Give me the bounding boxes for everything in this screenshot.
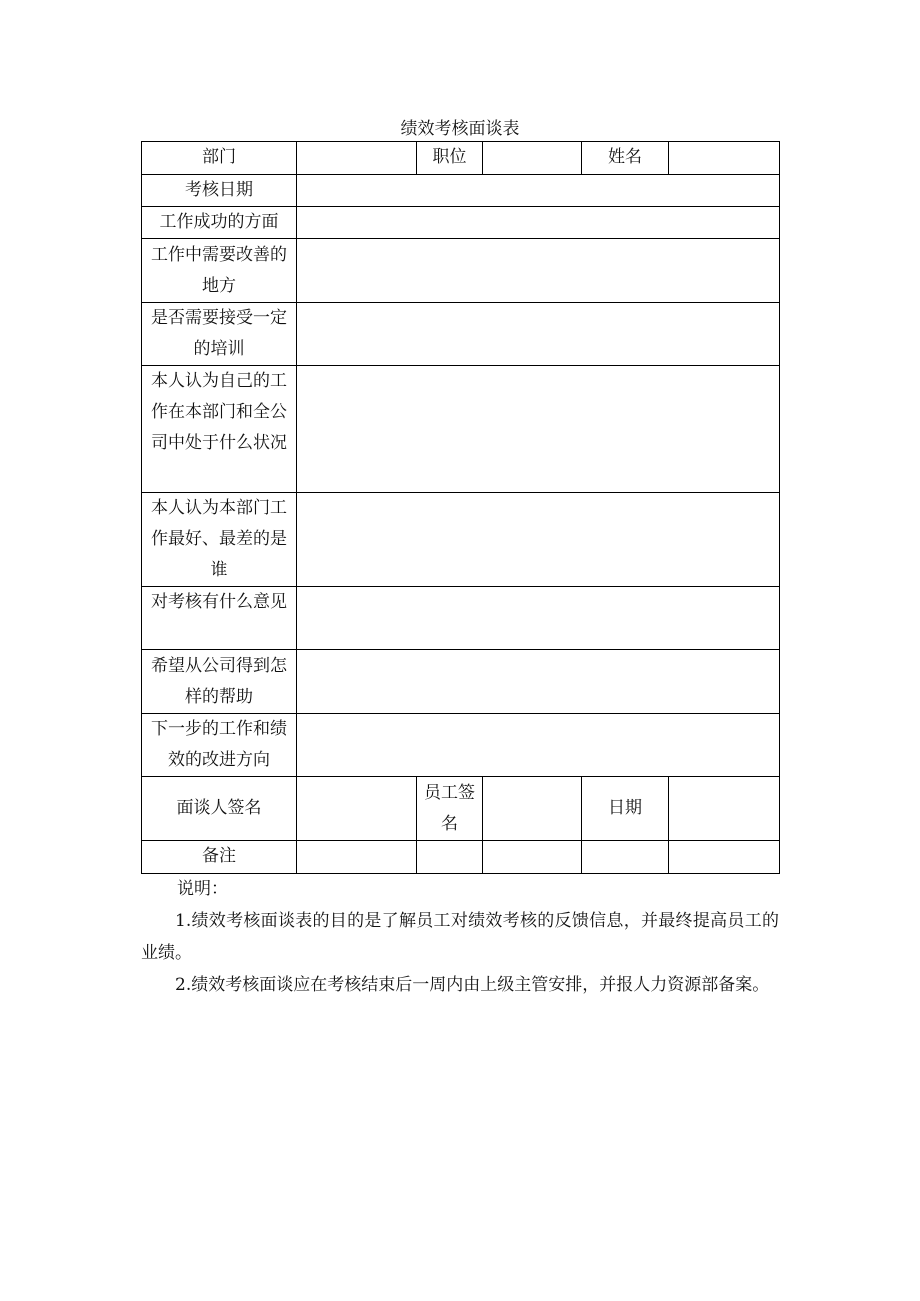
form-row-improvements (142, 239, 780, 303)
date-label: 日期 (582, 777, 669, 841)
remarks-field-5[interactable] (669, 841, 780, 874)
review-date-label: 考核日期 (142, 175, 297, 207)
position-field[interactable] (483, 142, 582, 175)
form-row-next-steps (142, 714, 780, 777)
successes-field[interactable] (297, 207, 780, 239)
review-date-field[interactable] (297, 175, 780, 207)
training-field[interactable] (297, 303, 780, 366)
help-field[interactable] (297, 650, 780, 714)
next-steps-field[interactable] (297, 714, 780, 777)
best-worst-label: 本人认为本部门工作最好、最差的是谁 (142, 493, 297, 587)
date-field[interactable] (669, 777, 780, 841)
remarks-row (142, 841, 780, 874)
help-label: 希望从公司得到怎样的帮助 (142, 650, 297, 714)
training-label: 是否需要接受一定的培训 (142, 303, 297, 366)
opinion-label: 对考核有什么意见 (142, 587, 297, 650)
form-row-self-status (142, 366, 780, 493)
form-row-training (142, 303, 780, 366)
header-row (142, 142, 780, 175)
interviewer-signature-label: 面谈人签名 (142, 777, 297, 841)
interviewer-signature-field[interactable] (297, 777, 417, 841)
name-field[interactable] (669, 142, 780, 175)
department-field[interactable] (297, 142, 417, 175)
remarks-label: 备注 (142, 841, 297, 874)
successes-label: 工作成功的方面 (142, 207, 297, 239)
department-label: 部门 (142, 142, 297, 175)
remarks-field-4[interactable] (582, 841, 669, 874)
remarks-field-2[interactable] (417, 841, 483, 874)
form-row-review-date (142, 175, 780, 207)
form-row-best-worst (142, 493, 780, 587)
self-status-label: 本人认为自己的工作在本部门和全公司中处于什么状况 (142, 366, 297, 493)
note-item-2: 2.绩效考核面谈应在考核结束后一周内由上级主管安排，并报人力资源部备案。 (175, 975, 770, 995)
opinion-field[interactable] (297, 587, 780, 650)
remarks-field-1[interactable] (297, 841, 417, 874)
best-worst-field[interactable] (297, 493, 780, 587)
note-item-1: 1.绩效考核面谈表的目的是了解员工对绩效考核的反馈信息，并最终提高员工的业绩。 (141, 911, 779, 963)
next-steps-label: 下一步的工作和绩效的改进方向 (142, 714, 297, 777)
form-row-successes (142, 207, 780, 239)
form-title: 绩效考核面谈表 (400, 119, 520, 139)
notes-section (141, 873, 779, 1001)
interview-form-table (141, 141, 780, 874)
form-row-opinion (142, 587, 780, 650)
self-status-field[interactable] (297, 366, 780, 493)
position-label: 职位 (417, 142, 483, 175)
remarks-field-3[interactable] (483, 841, 582, 874)
signature-row (142, 777, 780, 841)
improvements-label: 工作中需要改善的地方 (142, 239, 297, 303)
employee-signature-field[interactable] (483, 777, 582, 841)
notes-heading: 说明： (177, 879, 228, 899)
improvements-field[interactable] (297, 239, 780, 303)
name-label: 姓名 (582, 142, 669, 175)
form-row-help (142, 650, 780, 714)
employee-signature-label: 员工签名 (417, 777, 483, 841)
